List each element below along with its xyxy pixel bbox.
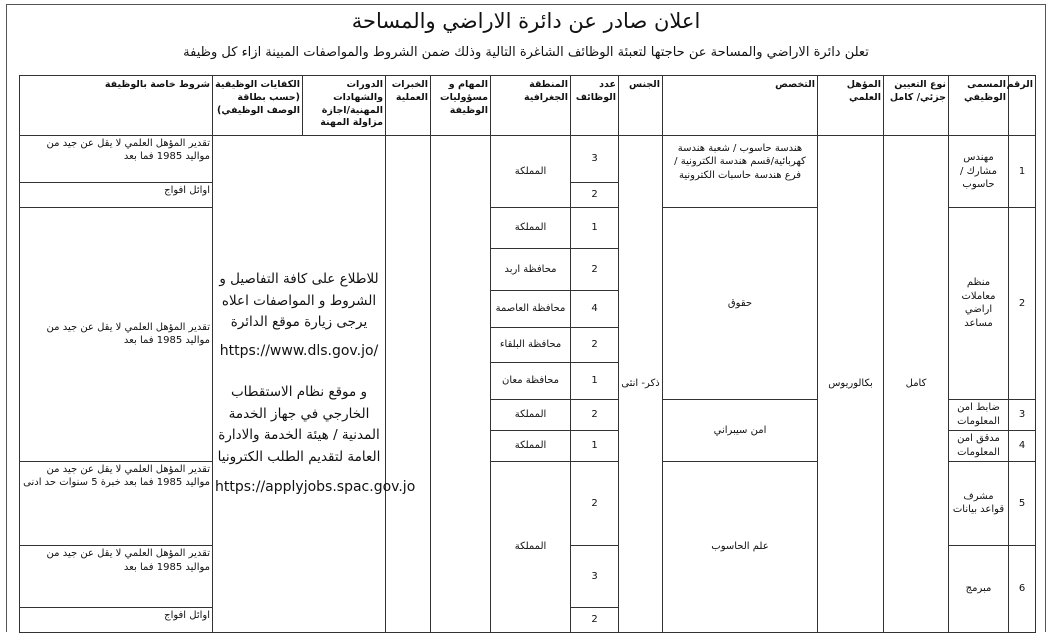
- notice-line-2: و موقع نظام الاستقطاب الخارجي في جهاز الخدمة المدنية / هيئة الخدمة والادارة العامة لتقديم الطلب الكترونيا: [217, 384, 381, 465]
- job-num: 1: [1009, 135, 1036, 207]
- header-type: نوع التعيين جزئي/ كامل: [884, 76, 949, 136]
- condition-cell: تقدير المؤهل العلمي لا يقل عن جيد من مواليد 1985 فما بعد خبرة 5 سنوات حد ادنى: [20, 461, 213, 546]
- spec-cell: امن سيبراني: [663, 399, 818, 461]
- header-courses: الدورات والشهادات المهنية/اجازة مزاولة المهنة: [303, 76, 386, 136]
- condition-cell: اوائل افواج: [20, 183, 213, 208]
- header-count: عدد الوظائف: [571, 76, 619, 136]
- page-title: اعلان صادر عن دائرة الاراضي والمساحة: [351, 9, 701, 33]
- page-subtitle: تعلن دائرة الاراضي والمساحة عن حاجتها لتعبئة الوظائف الشاغرة التالية وذلك ضمن الشروط والمواصفات المبينة ازاء كل وظيفة: [183, 45, 869, 60]
- tasks-cell: [431, 135, 491, 632]
- region-cell: المملكة: [491, 461, 571, 632]
- job-num: 3: [1009, 399, 1036, 430]
- job-title: مدقق امن المعلومات: [949, 430, 1009, 461]
- job-num: 5: [1009, 461, 1036, 546]
- table-row: [20, 135, 1036, 182]
- region-cell: المملكة: [491, 399, 571, 430]
- header-row: [20, 76, 1036, 136]
- region-cell: محافظة اربد: [491, 249, 571, 290]
- jobs-table: [19, 75, 1036, 633]
- region-cell: محافظة معان: [491, 362, 571, 399]
- header-tasks: المهام و مسؤوليات الوظيفة: [431, 76, 491, 136]
- type-cell: كامل: [884, 135, 949, 632]
- header-spec: التخصص: [663, 76, 818, 136]
- qual-cell: بكالوريوس: [818, 135, 884, 632]
- count-cell: 1: [571, 208, 619, 249]
- job-title: مهندس مشارك / حاسوب: [949, 135, 1009, 207]
- notice-line-1: للاطلاع على كافة التفاصيل و الشروط و المواصفات اعلاه يرجى زيارة موقع الدائرة: [219, 270, 379, 331]
- dls-link[interactable]: https://www.dls.gov.jo/: [219, 342, 379, 359]
- notice-block: [215, 269, 416, 499]
- header-num: الرقم: [1009, 76, 1036, 136]
- count-cell: 1: [571, 430, 619, 461]
- gender-cell: ذكر- انثى: [619, 135, 663, 632]
- header-cond: شروط خاصة بالوظيفة: [20, 76, 213, 136]
- job-title: مبرمج: [949, 546, 1009, 633]
- count-cell: 2: [571, 249, 619, 290]
- spec-cell: هندسة حاسوب / شعبة هندسة كهربائية/قسم هندسة الكترونية / فرع هندسة حاسبات الكترونية: [663, 135, 818, 207]
- header-region: المنطقة الجغرافية: [491, 76, 571, 136]
- job-title: مشرف قواعد بيانات: [949, 461, 1009, 546]
- count-cell: 4: [571, 290, 619, 327]
- spec-cell: حقوق: [663, 208, 818, 400]
- header-exp: الخبرات العملية: [386, 76, 431, 136]
- region-cell: المملكة: [491, 135, 571, 207]
- announcement-page: [6, 4, 1046, 632]
- job-title: ضابط امن المعلومات: [949, 399, 1009, 430]
- header-title: المسمى الوظيفي: [949, 76, 1009, 136]
- job-num: 6: [1009, 546, 1036, 633]
- spac-link[interactable]: https://applyjobs.spac.gov.jo: [215, 479, 416, 496]
- notice-cell: [213, 135, 416, 632]
- count-cell: 2: [571, 327, 619, 362]
- count-cell: 2: [571, 461, 619, 546]
- spec-cell: علم الحاسوب: [663, 461, 818, 632]
- condition-cell: تقدير المؤهل العلمي لا يقل عن جيد من مواليد 1985 فما بعد: [20, 546, 213, 608]
- region-cell: المملكة: [491, 208, 571, 249]
- condition-cell: تقدير المؤهل العلمي لا يقل عن جيد من مواليد 1985 فما بعد: [20, 208, 213, 462]
- condition-cell: اوائل افواج: [20, 608, 213, 633]
- header-qual: المؤهل العلمي: [818, 76, 884, 136]
- count-cell: 1: [571, 362, 619, 399]
- count-cell: 2: [571, 608, 619, 633]
- count-cell: 2: [571, 183, 619, 208]
- region-cell: المملكة: [491, 430, 571, 461]
- condition-cell: تقدير المؤهل العلمي لا يقل عن جيد من مواليد 1985 فما بعد: [20, 135, 213, 182]
- exp-cell: [386, 135, 431, 632]
- count-cell: 2: [571, 399, 619, 430]
- header-gender: الجنس: [619, 76, 663, 136]
- region-cell: محافظة العاصمة: [491, 290, 571, 327]
- count-cell: 3: [571, 135, 619, 182]
- job-num: 2: [1009, 208, 1036, 400]
- count-cell: 3: [571, 546, 619, 608]
- header-comp: الكفايات الوظيفية (حسب بطاقة الوصف الوظيفي): [213, 76, 303, 136]
- job-num: 4: [1009, 430, 1036, 461]
- job-title: منظم معاملات اراضي مساعد: [949, 208, 1009, 400]
- region-cell: محافظة البلقاء: [491, 327, 571, 362]
